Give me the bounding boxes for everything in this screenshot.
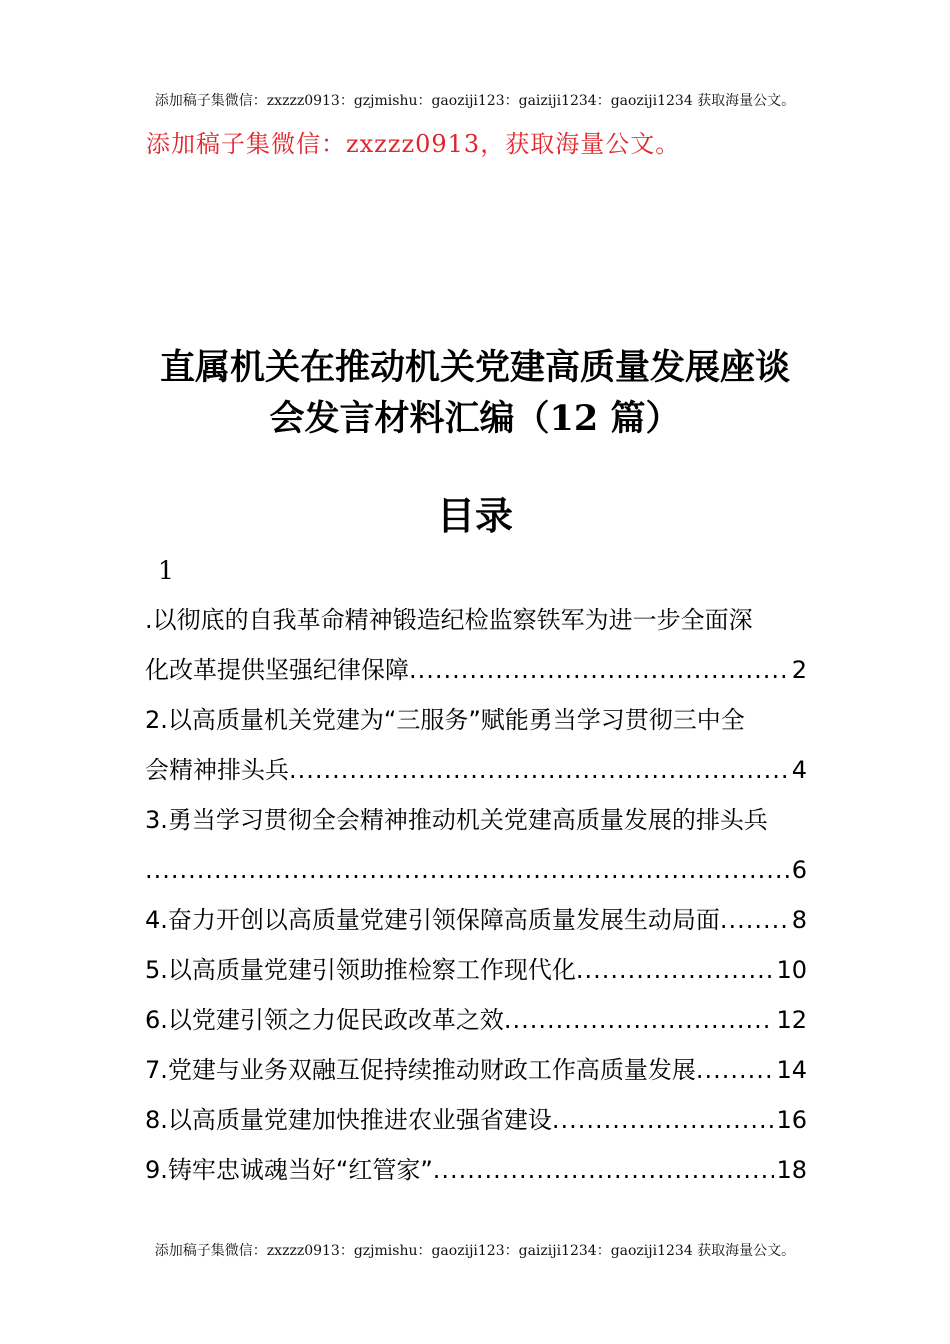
toc-item-3-page: 6	[791, 856, 807, 884]
toc-item-7-page: 14	[776, 1056, 807, 1084]
toc-item-4[interactable]	[145, 900, 807, 940]
toc-item-8[interactable]	[145, 1100, 807, 1140]
toc-leader-dots	[552, 1100, 775, 1140]
toc-leader-dots	[409, 650, 790, 690]
toc-item-1-line-2[interactable]	[145, 650, 807, 690]
toc-item-3-text: 3.勇当学习贯彻全会精神推动机关党建高质量发展的排头兵	[145, 806, 768, 834]
toc-item-9-page: 18	[776, 1156, 807, 1184]
toc-heading: 目录	[436, 493, 513, 538]
toc-leader-dots	[696, 1050, 775, 1090]
toc-item-1-line-1[interactable]	[145, 600, 807, 640]
toc-item-6[interactable]	[145, 1000, 807, 1040]
toc-item-5-text: 5.以高质量党建引领助推检察工作现代化	[145, 956, 576, 984]
toc-item-9[interactable]	[145, 1150, 807, 1190]
toc-leader-dots	[576, 950, 775, 990]
toc-item-2-page: 4	[791, 756, 807, 784]
toc-item-7[interactable]	[145, 1050, 807, 1090]
toc-item-1-text: .以彻底的自我革命精神锻造纪检监察铁军为进一步全面深	[145, 606, 753, 634]
toc-leader-dots	[504, 1000, 775, 1040]
toc-item-2-text: 2.以高质量机关党建为“三服务”赋能勇当学习贯彻三中全	[145, 706, 745, 734]
footer-watermark: 添加稿子集微信：zxzzz0913：gzjmishu：gaoziji123：gaiziji1234：gaoziji1234 获取海量公文。	[154, 1243, 796, 1259]
toc-leader-dots	[720, 900, 790, 940]
toc-item-2-line-1[interactable]	[145, 700, 807, 740]
toc-item-6-page: 12	[776, 1006, 807, 1034]
toc-item-3-line-1[interactable]	[145, 800, 807, 840]
toc-item-5[interactable]	[145, 950, 807, 990]
red-notice: 添加稿子集微信：zxzzz0913，获取海量公文。	[146, 130, 681, 158]
toc-leader-dots	[289, 750, 790, 790]
header-watermark: 添加稿子集微信：zxzzz0913：gzjmishu：gaoziji123：gaiziji1234：gaoziji1234 获取海量公文。	[154, 93, 796, 109]
toc-item-1-page: 2	[791, 656, 807, 684]
toc-item-2-line-2[interactable]	[145, 750, 807, 790]
toc-item-7-text: 7.党建与业务双融互促持续推动财政工作高质量发展	[145, 1056, 696, 1084]
toc-item-3-line-2[interactable]	[145, 850, 807, 890]
toc-first-item-number: 1	[158, 556, 174, 585]
toc-item-4-text: 4.奋力开创以高质量党建引领保障高质量发展生动局面	[145, 906, 720, 934]
toc-leader-dots	[433, 1150, 775, 1190]
document-title-line-2: 会发言材料汇编（12 篇）	[269, 398, 681, 439]
toc-leader-dots	[145, 850, 790, 890]
toc-item-9-text: 9.铸牢忠诚魂当好“红管家”	[145, 1156, 433, 1184]
toc-item-6-text: 6.以党建引领之力促民政改革之效	[145, 1006, 504, 1034]
toc-item-1-text-cont: 化改革提供坚强纪律保障	[145, 656, 409, 684]
toc-item-4-page: 8	[791, 906, 807, 934]
toc-item-8-page: 16	[776, 1106, 807, 1134]
toc-item-8-text: 8.以高质量党建加快推进农业强省建设	[145, 1106, 552, 1134]
document-title-line-1: 直属机关在推动机关党建高质量发展座谈	[159, 347, 790, 388]
toc-item-2-text-cont: 会精神排头兵	[145, 756, 289, 784]
toc-item-5-page: 10	[776, 956, 807, 984]
